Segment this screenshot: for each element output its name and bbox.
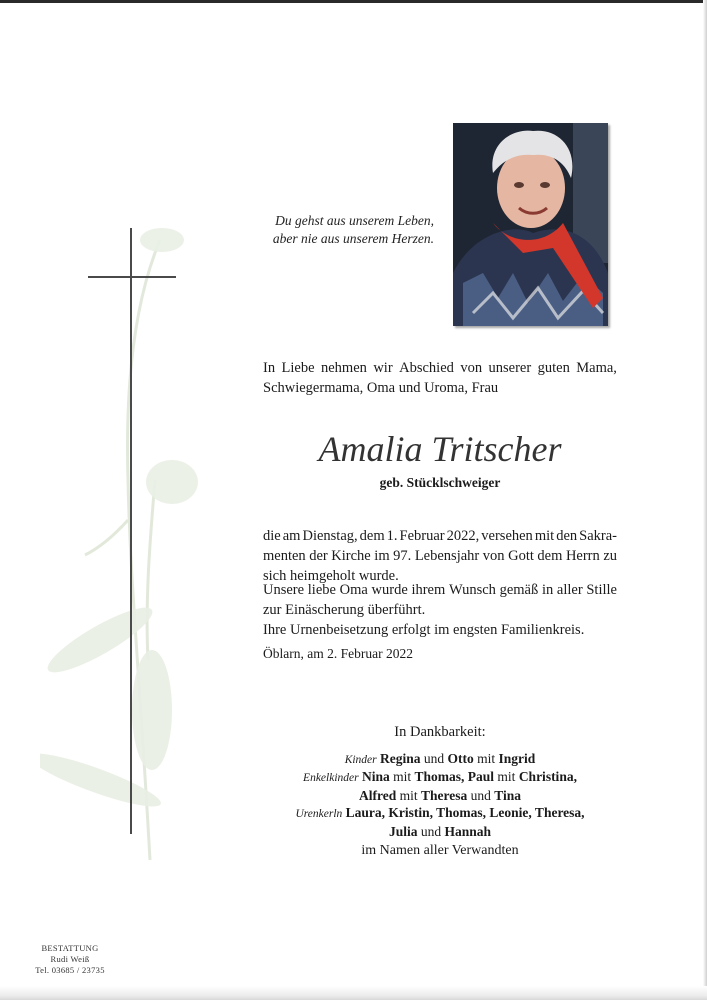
- paragraph-line: sich heimgeholt wurde.: [263, 568, 399, 584]
- memorial-quote: [248, 212, 434, 248]
- scan-edge-top: [0, 0, 707, 3]
- intro-line-1: [263, 358, 617, 378]
- scan-edge-right: [703, 0, 707, 1000]
- family-label: Kinder: [344, 754, 377, 766]
- closing-line: im Namen aller Verwandten: [361, 843, 519, 858]
- cremation-paragraph: [263, 580, 617, 620]
- quote-line-1: Du gehst aus unserem Leben,: [275, 213, 434, 228]
- word: Mama,: [576, 360, 617, 376]
- family-label: Urenkerln: [295, 808, 343, 820]
- undertaker-name: Rudi Weiß: [50, 954, 90, 964]
- cross-vertical-bar: [130, 228, 132, 834]
- cross-horizontal-bar: [88, 276, 176, 278]
- family-member: Tina: [494, 788, 522, 803]
- portrait-photo-image: [453, 123, 608, 326]
- word: Unsere: [263, 582, 305, 598]
- urn-burial-paragraph: Ihre Urnenbeisetzung erfolgt im engsten Familienkreis.: [263, 622, 585, 638]
- word: versehen: [481, 528, 533, 544]
- word: gemäß: [499, 582, 539, 598]
- word: dem: [537, 548, 563, 564]
- paragraph-line: [263, 546, 617, 566]
- word: In: [263, 360, 276, 376]
- connector: und: [420, 824, 442, 839]
- family-member: Ingrid: [498, 751, 536, 766]
- family-member: Thomas, Paul: [414, 769, 495, 784]
- word: wurde: [371, 582, 408, 598]
- connector: mit: [399, 788, 418, 803]
- word: in: [541, 582, 554, 598]
- word: mit: [534, 528, 555, 544]
- thanks-heading: In Dankbarkeit:: [394, 724, 486, 740]
- family-member: Theresa: [420, 788, 468, 803]
- family-member: Regina: [380, 751, 421, 766]
- word: ihrem: [411, 582, 446, 598]
- family-label: Enkelkinder: [303, 772, 359, 784]
- word: guten: [537, 360, 570, 376]
- farewell-intro: [263, 358, 617, 398]
- undertaker-phone: Tel. 03685 / 23735: [35, 965, 105, 975]
- paragraph-line: [263, 526, 617, 546]
- word: 2022,: [446, 528, 480, 544]
- family-great-grandchildren: [263, 804, 617, 841]
- family-member: Julia: [388, 824, 418, 839]
- family-member: Christina,: [518, 769, 577, 784]
- word: von: [460, 360, 483, 376]
- scan-edge-bottom: [0, 986, 707, 1000]
- word: die: [263, 528, 281, 544]
- word: Stille: [586, 582, 617, 598]
- word: Gott: [508, 548, 534, 564]
- word: 1.: [386, 528, 398, 544]
- word: von: [482, 548, 505, 564]
- paragraph-line: [263, 580, 617, 600]
- word: den: [556, 528, 578, 544]
- word: nehmen: [320, 360, 367, 376]
- word: Kirche: [331, 548, 371, 564]
- connector: und: [470, 788, 491, 803]
- word: Wunsch: [448, 582, 496, 598]
- word: zu: [603, 548, 617, 564]
- word: unserer: [488, 360, 532, 376]
- death-notice-paragraph: [263, 526, 617, 586]
- connector: mit: [393, 769, 412, 784]
- family-line: [263, 787, 617, 805]
- word: Oma: [339, 582, 368, 598]
- maiden-name: geb. Stücklschweiger: [379, 475, 501, 490]
- connector: mit: [477, 751, 496, 766]
- undertaker-imprint: [30, 943, 110, 976]
- family-children: [263, 750, 617, 769]
- word: Sakra-: [579, 528, 617, 544]
- quote-line-2: aber nie aus unserem Herzen.: [272, 231, 434, 246]
- word: Liebe: [281, 360, 315, 376]
- word: Dienstag,: [302, 528, 358, 544]
- word: Herrn: [565, 548, 600, 564]
- family-member: Alfred: [358, 788, 397, 803]
- family-member: Nina: [361, 769, 390, 784]
- word: menten: [263, 548, 306, 564]
- word: Abschied: [399, 360, 454, 376]
- family-member: Laura, Kristin, Thomas, Leonie, Theresa,: [345, 805, 585, 820]
- word: wir: [373, 360, 393, 376]
- deceased-name: Amalia Tritscher: [318, 429, 562, 469]
- family-line: [263, 823, 617, 841]
- family-member: Hannah: [444, 824, 492, 839]
- connector: mit: [497, 769, 516, 784]
- word: Lebensjahr: [414, 548, 480, 564]
- family-line: [263, 768, 617, 787]
- word: der: [309, 548, 328, 564]
- word: liebe: [307, 582, 336, 598]
- word: aller: [556, 582, 583, 598]
- portrait-photo: [453, 123, 608, 326]
- word: im: [374, 548, 390, 564]
- connector: und: [423, 751, 445, 766]
- paragraph-line: zur Einäscherung überführt.: [263, 602, 426, 618]
- word: am: [282, 528, 301, 544]
- family-member: Otto: [447, 751, 474, 766]
- family-line: [263, 804, 617, 823]
- word: Februar: [399, 528, 445, 544]
- undertaker-title: BESTATTUNG: [41, 943, 99, 953]
- family-grandchildren: [263, 768, 617, 805]
- intro-line-2: Schwiegermama, Oma und Uroma, Frau: [263, 380, 499, 396]
- lily-flower-decoration: [40, 220, 240, 880]
- word: dem: [359, 528, 385, 544]
- place-and-date: Öblarn, am 2. Februar 2022: [263, 646, 413, 661]
- word: 97.: [393, 548, 412, 564]
